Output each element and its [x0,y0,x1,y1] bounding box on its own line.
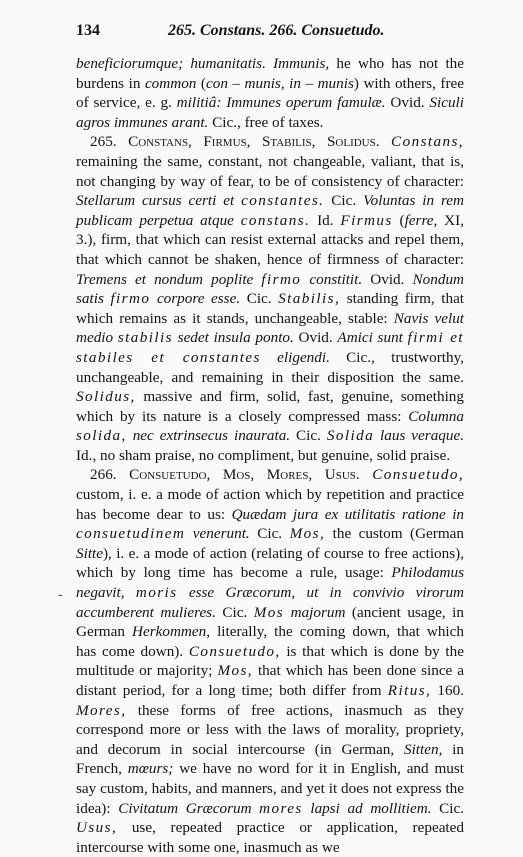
text-run: (ancient usage, in German [76,603,464,641]
text-run [125,584,136,601]
paragraph [76,54,464,132]
small-caps-heading: Constans, Firmus, Stabilis, Solidus. [128,133,380,151]
spaced-latin-term: Stabilis, [278,290,341,308]
margin-mark: - [58,587,63,603]
text-run: Cic., trustworthy, unchangeable, and remaining in their disposition the same. [76,348,464,386]
text-run: Ovid. [385,94,430,112]
spaced-latin-term: firmi et stabiles et constantes [76,329,465,366]
spaced-latin-term: constantes. [241,192,325,210]
text-run: custom, i. e. a mode of action which by repetition and practice has become dear to us: [76,486,464,523]
italic-text: corpore esse. [156,290,241,308]
spaced-latin-term: Mos, [217,662,253,680]
italic-text: con – munis, in – munis [205,74,354,92]
text-run: he who has not the burdens in [76,55,464,92]
text-run [185,525,192,542]
spaced-latin-term: Constans, [391,133,464,151]
italic-text: common [144,74,197,92]
italic-text: Columna [408,407,464,425]
text-run: Cic. [290,427,327,445]
italic-text: sedet insula ponto. [177,329,294,347]
text-run: ), i. e. a mode of action (relating of course to free actions), which by long time has become a rule, usage: [76,544,464,582]
italic-text: laus veraque. [380,427,465,445]
italic-text: Immunes operum famulæ. [226,94,386,112]
spaced-latin-term: mores [259,799,303,817]
spaced-latin-term: stabilis [117,329,173,347]
text-run: ) with others, free of service, e. g. [76,74,464,112]
text-run: ( [196,74,206,92]
italic-text: Herkommen, [131,623,211,641]
book-page [76,22,464,857]
italic-text: Immunis, [273,55,330,72]
paragraph [76,465,464,857]
text-run: use, repeated practice or application, repeated intercourse with some one, inasmuch as we [76,819,464,856]
text-run: Id. [310,211,341,229]
text-run: Id., no sham praise, no compliment, but genuine, solid praise. [76,446,451,464]
text-run [303,800,311,817]
spaced-latin-term: Consuetudo, [372,466,465,484]
italic-text: Voluntas in rem publicam perpetua atque [76,192,465,229]
italic-text: Navis velut medio [76,309,465,347]
running-header [76,22,464,48]
italic-text: Sitte [76,544,103,562]
text-run [380,133,392,150]
text-run: that which has been done since a distant period, for a long time; both differ from [76,662,464,699]
italic-text: Siculi agros immunes arant. [76,94,464,131]
italic-text: eligendi. [277,348,330,366]
text-run: Cic. [215,603,254,621]
italic-text: nec extrinsecus inaurata. [132,427,291,445]
italic-text: mœurs; [127,760,174,778]
text-run [261,349,277,366]
running-title: 265. Constans. 266. Consuetudo. [168,22,385,39]
text-run: massive and firm, solid, fast, genuine, something which by its nature is a closely compressed mass: [76,388,464,425]
text-run: Cic. [249,525,290,543]
text-run [150,290,157,307]
text-run: Cic. [240,290,279,308]
spaced-latin-term: consuetudinem [76,525,186,543]
text-run: Cic., free of taxes. [208,113,324,131]
text-run: 265. [90,133,129,151]
italic-text: Amici sunt [337,329,403,347]
italic-text: ferre, [404,211,438,229]
text-run: Ovid. [293,329,338,347]
page-number: 134 [76,22,100,39]
italic-text: Philodamus negavit, [76,564,464,602]
spaced-latin-term: Firmus [340,211,393,229]
text-run: 266. [90,466,130,484]
text-run [234,212,241,229]
text-run: we have no word for it in English, and must say custom, habits, and manners, and yet it does not express the idea): [76,760,464,817]
italic-text: esse Græcorum, ut in convivio virorum accumberent mulieres. [76,584,465,621]
text-run: Ovid. [362,270,413,288]
text-run: ( [392,211,405,229]
spaced-latin-term: Solida [326,427,375,445]
spaced-latin-term: Ritus, [387,682,432,699]
text-run: Cic. [431,799,465,817]
spaced-latin-term: solida, [76,427,127,445]
italic-text: Nondum satis [76,270,465,308]
text-run: literally, the coming down, that which has come down). [76,623,464,660]
italic-text: beneficiorumque; humanitatis. [76,55,266,72]
italic-text: Quædam jura ex utilitatis ratione in [231,505,465,523]
spaced-latin-term: Mos [253,603,285,621]
text-run [360,466,373,483]
italic-text: Tremens et nondum poplite [76,270,254,288]
text-run: the custom (German [325,525,464,543]
spaced-latin-term: firmo [261,270,302,288]
italic-text: militiâ: [176,94,222,112]
text-run: XI, 3.), firm, that which can resist external attacks and repel them, that which cannot be shaken, hence of firmness of character: [76,211,464,268]
spaced-latin-term: Solidus, [76,388,136,406]
text-run: in French, [76,740,464,778]
paragraph [76,132,464,465]
spaced-latin-term: Mores, [76,701,127,719]
italic-text: Civitatum Græcorum [118,799,252,817]
text-run: is that which is done by the multitude or majority; [76,642,464,680]
text-run: Cic. [324,192,364,210]
text-run: standing firm, that which remains as it stands, unchangeable, stable: [76,290,465,327]
text-run [266,55,273,72]
text-run [252,800,260,817]
italic-text: majorum [290,603,346,621]
text-run: 160. [431,682,465,699]
italic-text: Stellarum cursus certi et [76,192,235,210]
italic-text: constitit. [309,270,363,288]
spaced-latin-term: firmo [110,290,151,308]
italic-text: lapsi ad mollitiem. [310,799,432,817]
italic-text: Sitten, [403,740,443,758]
text-run: remaining the same, constant, not changeable, valiant, that is, not changing by way of fear, to be of consistency of character: [76,152,464,190]
spaced-latin-term: Mos, [289,525,326,543]
italic-text: venerunt. [192,525,250,543]
spaced-latin-term: Consuetudo, [188,642,281,660]
text-run: these forms of free actions, inasmuch as they correspond more or less with the laws of morality, propriety, and decorum in social intercourse (in German, [76,701,464,758]
small-caps-heading: Consuetudo, Mos, Mores, Usus. [129,466,360,484]
page-body [76,54,464,857]
spaced-latin-term: constans. [240,211,311,229]
spaced-latin-term: moris [135,584,178,602]
text-run [177,584,188,601]
spaced-latin-term: Usus, [76,819,118,837]
